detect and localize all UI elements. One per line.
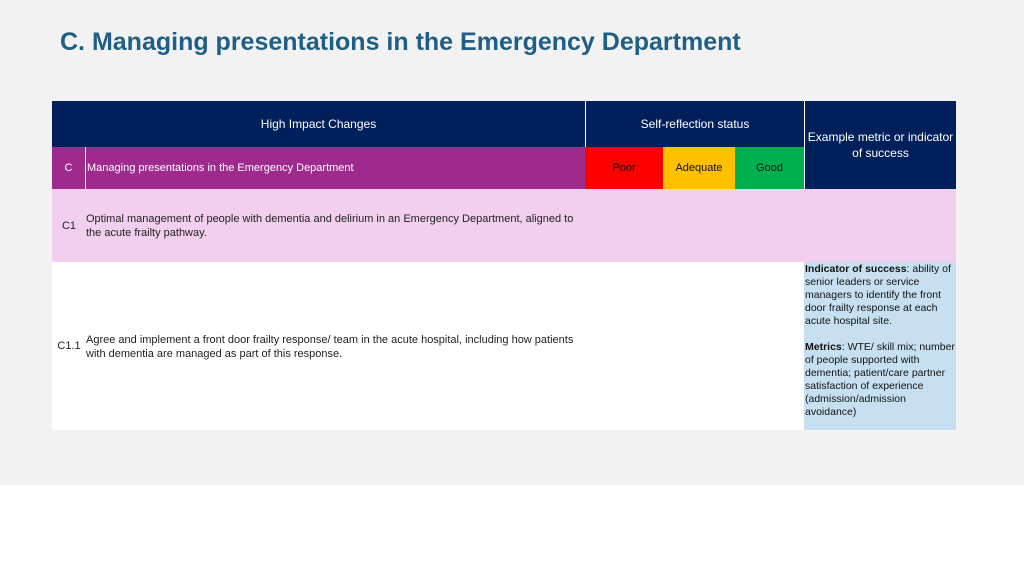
header-high-impact-changes: High Impact Changes — [52, 101, 585, 147]
page-title: C. Managing presentations in the Emergency Department — [60, 28, 741, 56]
section-title: Managing presentations in the Emergency Department — [86, 147, 585, 189]
indicator-label: Indicator of success — [805, 263, 907, 275]
header-self-reflection-status: Self-reflection status — [585, 101, 804, 147]
status-good[interactable]: Good — [735, 147, 804, 189]
status-adequate[interactable]: Adequate — [663, 147, 735, 189]
row-code-c1: C1 — [61, 219, 77, 232]
indicator-text: : ability of senior leaders or service managers to identify the front door frailty response at each acute hospital site. — [805, 263, 951, 327]
header-example-metric: Example metric or indicator of success — [804, 101, 956, 189]
indicator-of-success — [805, 263, 956, 328]
row-code-c1-1: C1.1 — [57, 340, 81, 352]
metrics-text: : WTE/ skill mix; number of people supported with dementia; patient/care partner satisfaction of experience (admission/admission avoidance) — [805, 341, 955, 418]
section-code: C — [52, 147, 86, 189]
metrics-label: Metrics — [805, 341, 842, 353]
row-text-c1: Optimal management of people with dementia and delirium in an Emergency Department, aligned to the acute frailty pathway. — [86, 213, 574, 239]
metric-description — [804, 262, 956, 430]
row-text-c1-1: Agree and implement a front door frailty response/ team in the acute hospital, including how patients with dementia are managed as part of this response. — [86, 334, 574, 360]
metrics — [805, 341, 956, 419]
status-poor[interactable]: Poor — [585, 147, 663, 189]
